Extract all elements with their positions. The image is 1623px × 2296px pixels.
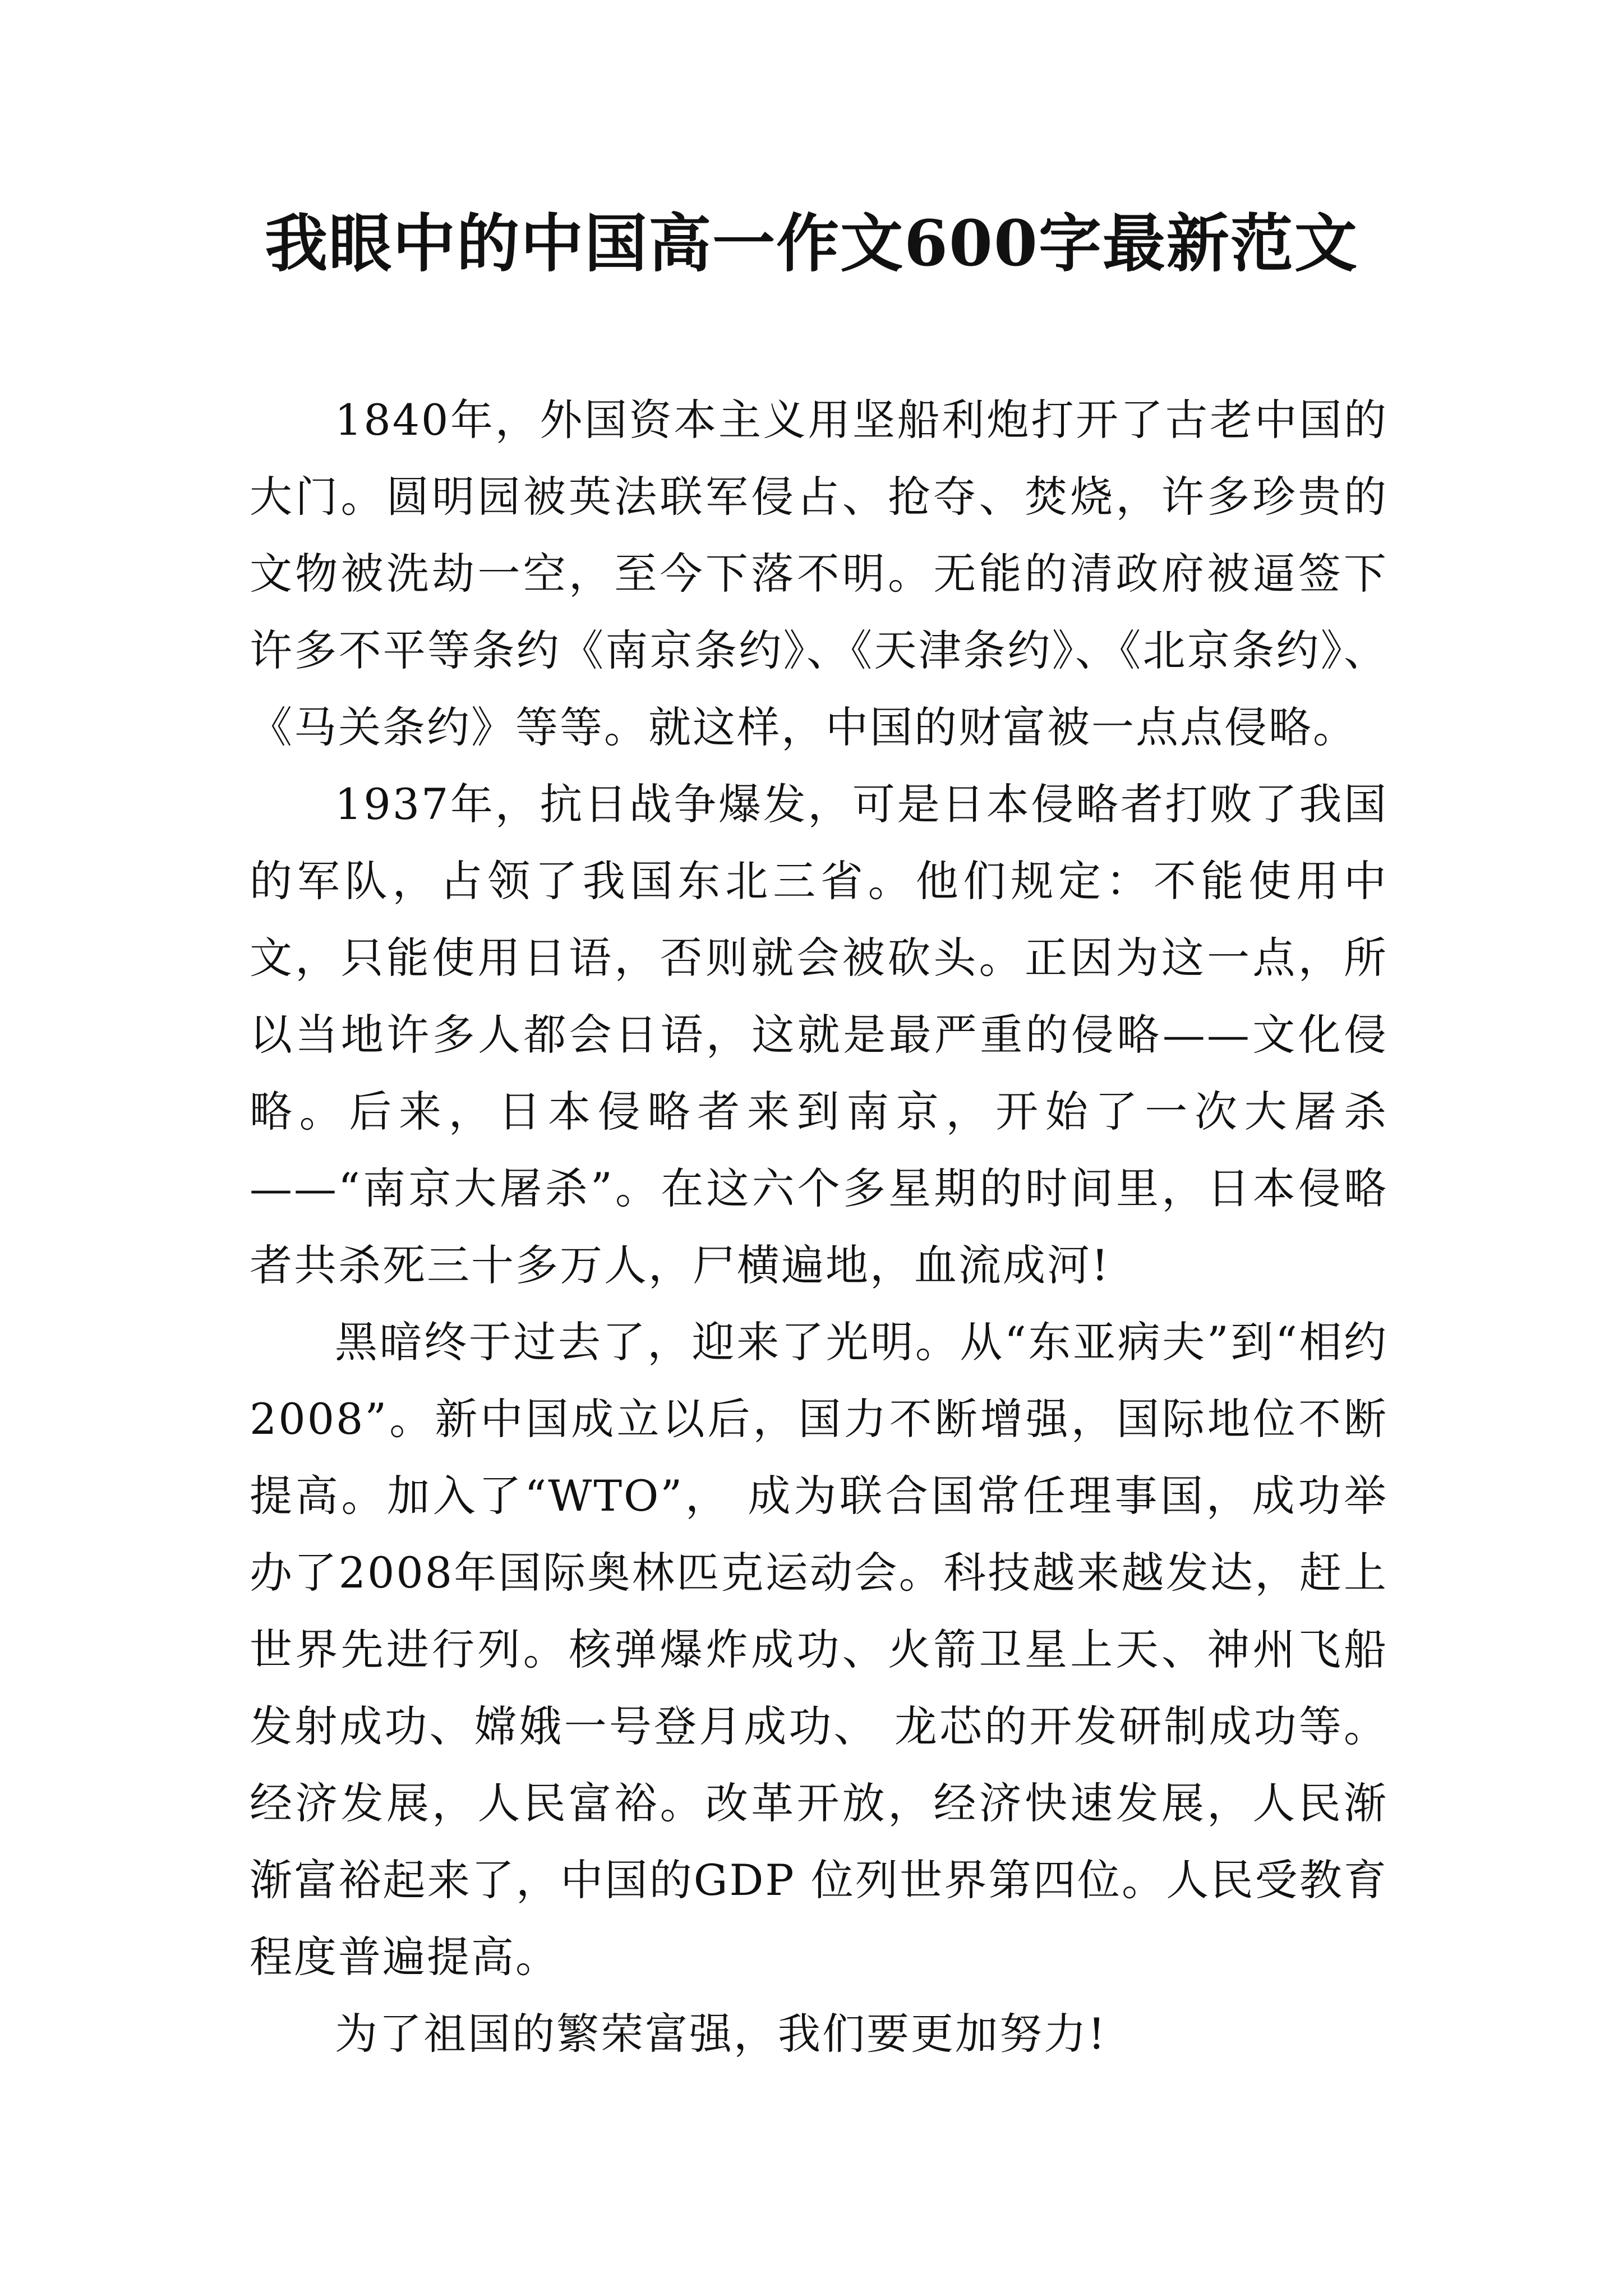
- document-body: [250, 381, 1388, 2072]
- paragraph-2: 1937年，抗日战争爆发，可是日本侵略者打败了我国的军队，占领了我国东北三省。他们规定：不能使用中文，只能使用日语，否则就会被砍头。正因为这一点，所以当地许多人都会日语，这就是最严重的侵略——文化侵略。后来，日本侵略者来到南京，开始了一次大屠杀——“南京大屠杀”。在这六个多星期的时间里，日本侵略者共杀死三十多万人，尸横遍地，血流成河!: [250, 779, 1388, 1290]
- paragraph-3: 黑暗终于过去了，迎来了光明。从“东亚病夫”到“相约2008”。新中国成立以后，国力不断增强，国际地位不断提高。加入了“WTO”， 成为联合国常任理事国，成功举办了2008年国际奥林匹克运动会。科技越来越发达，赶上世界先进行列。核弹爆炸成功、火箭卫星上天、神州飞船发射成功、嫦娥一号登月成功、 龙芯的开发研制成功等。经济发展，人民富裕。改革开放，经济快速发展，人民渐渐富裕起来了，中国的GDP 位列世界第四位。人民受教育程度普遍提高。: [250, 1317, 1388, 1982]
- paragraph-1: 1840年，外国资本主义用坚船利炮打开了古老中国的大门。圆明园被英法联军侵占、抢夺、焚烧，许多珍贵的文物被洗劫一空，至今下落不明。无能的清政府被逼签下许多不平等条约《南京条约》、《天津条约》、《北京条约》、《马关条约》等等。就这样，中国的财富被一点点侵略。: [250, 395, 1388, 752]
- paragraph-4: 为了祖国的繁荣富强，我们要更加努力!: [335, 2009, 1107, 2059]
- document-title: 我眼中的中国高一作文600字最新范文: [265, 207, 1358, 280]
